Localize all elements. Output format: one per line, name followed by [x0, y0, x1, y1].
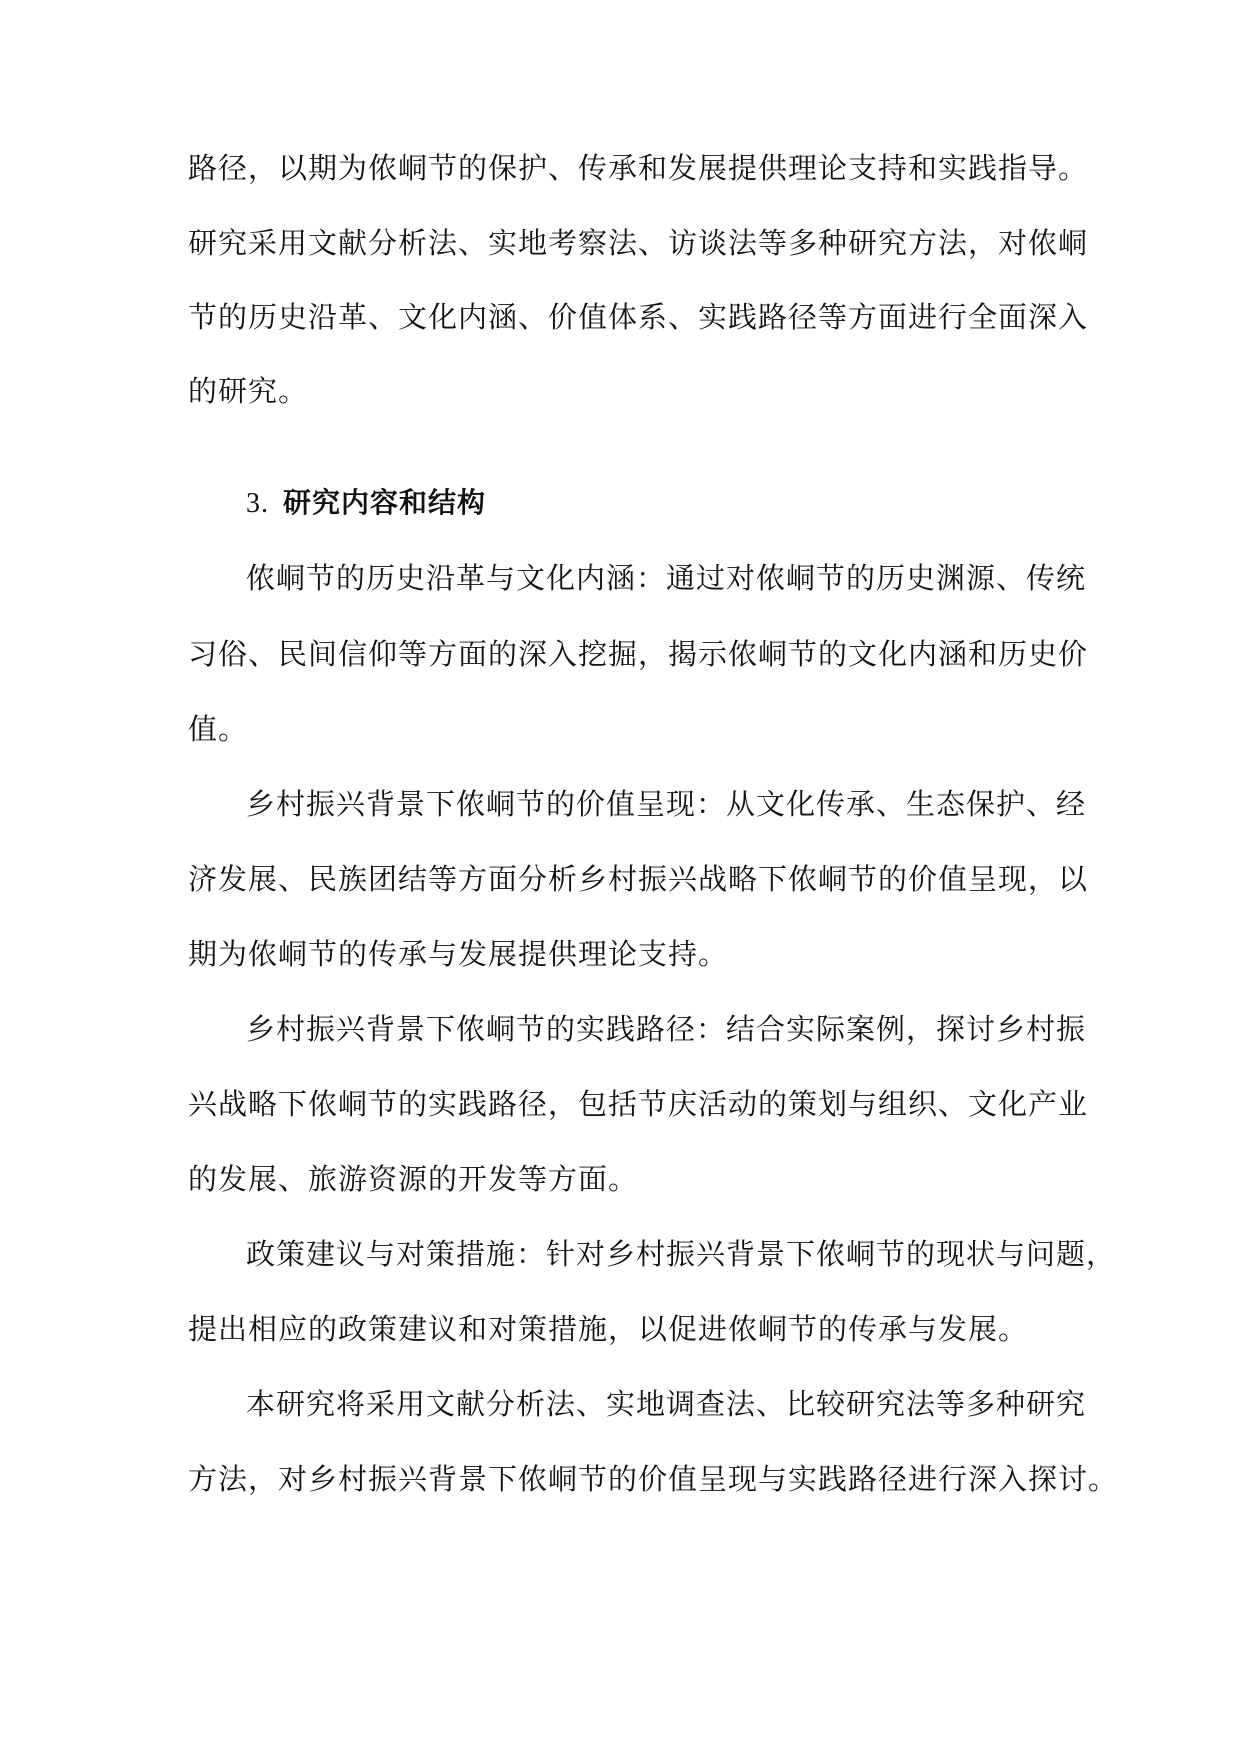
paragraph-2-line-3: 值。 — [188, 712, 249, 746]
paragraph-5-line-1: 政策建议与对策措施：针对乡村振兴背景下侬峒节的现状与问题， — [246, 1237, 1117, 1271]
section-title: 研究内容和结构 — [283, 486, 487, 519]
paragraph-4-line-2: 兴战略下侬峒节的实践路径，包括节庆活动的策划与组织、文化产业 — [188, 1087, 1089, 1121]
paragraph-1-line-3: 节的历史沿革、文化内涵、价值体系、实践路径等方面进行全面深入 — [188, 300, 1089, 334]
paragraph-2-line-2: 习俗、民间信仰等方面的深入挖掘，揭示侬峒节的文化内涵和历史价 — [188, 637, 1089, 671]
section-number: 3. — [246, 488, 269, 519]
paragraph-6-line-2: 方法，对乡村振兴背景下侬峒节的价值呈现与实践路径进行深入探讨。 — [188, 1462, 1119, 1496]
section-heading — [246, 483, 486, 524]
paragraph-4-line-1: 乡村振兴背景下侬峒节的实践路径：结合实际案例，探讨乡村振 — [246, 1012, 1087, 1046]
paragraph-3-line-3: 期为侬峒节的传承与发展提供理论支持。 — [188, 937, 729, 971]
paragraph-4-line-3: 的发展、旅游资源的开发等方面。 — [188, 1162, 639, 1196]
paragraph-3-line-2: 济发展、民族团结等方面分析乡村振兴战略下侬峒节的价值呈现，以 — [188, 862, 1089, 896]
paragraph-1-line-2: 研究采用文献分析法、实地考察法、访谈法等多种研究方法，对侬峒 — [188, 226, 1089, 260]
paragraph-1-line-4: 的研究。 — [188, 374, 309, 408]
paragraph-3-line-1: 乡村振兴背景下侬峒节的价值呈现：从文化传承、生态保护、经 — [246, 787, 1087, 821]
paragraph-6-line-1: 本研究将采用文献分析法、实地调查法、比较研究法等多种研究 — [246, 1387, 1087, 1421]
paragraph-1-line-1: 路径，以期为侬峒节的保护、传承和发展提供理论支持和实践指导。 — [188, 151, 1089, 185]
paragraph-2-line-1: 侬峒节的历史沿革与文化内涵：通过对侬峒节的历史渊源、传统 — [246, 561, 1087, 595]
paragraph-5-line-2: 提出相应的政策建议和对策措施，以促进侬峒节的传承与发展。 — [188, 1312, 1029, 1346]
